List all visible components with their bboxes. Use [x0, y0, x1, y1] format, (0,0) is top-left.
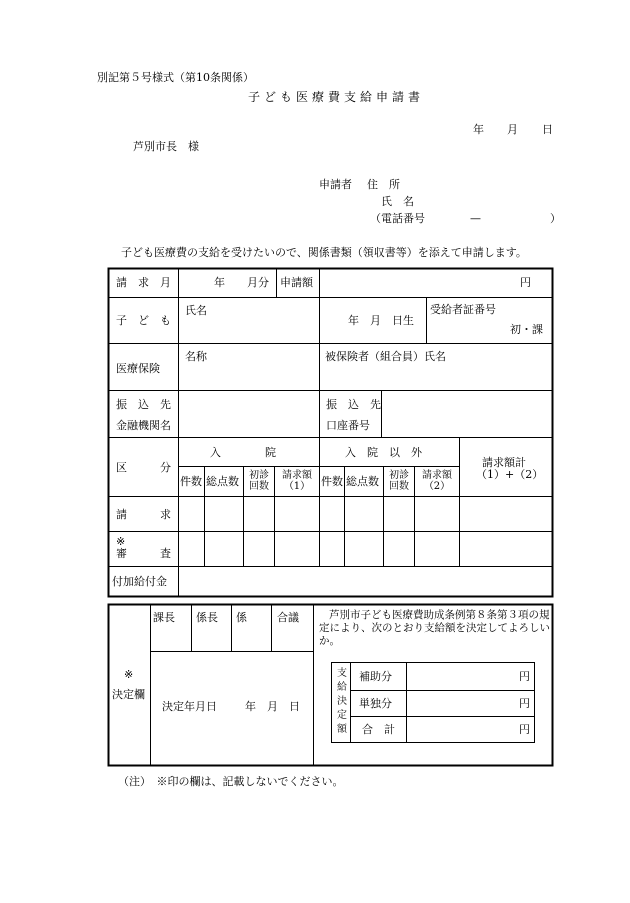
outpatient-header: 入 院 以 外	[345, 446, 422, 459]
claim-1-line1: 請求額	[282, 470, 312, 481]
date-month-label: 月	[507, 123, 518, 136]
outpatient-claim-header	[416, 470, 458, 492]
consultation-label: 合議	[277, 611, 299, 624]
decision-label: 決定欄	[112, 688, 145, 701]
inpatient-points-header: 総点数	[206, 475, 239, 488]
bank-label-line2: 金融機関名	[116, 419, 171, 432]
addressee: 芦別市長 様	[133, 140, 199, 153]
additional-benefit-label: 付加給付金	[112, 575, 167, 588]
child-label: 子 ど も	[116, 314, 171, 327]
outpatient-count-header: 件数	[321, 475, 343, 488]
footnote: （注） ※印の欄は、記載しないでください。	[118, 775, 344, 788]
claim-amount-label: 申請額	[280, 276, 313, 289]
form-title: 子ども医療費支給申請書	[248, 90, 425, 104]
account-label-line1: 振 込 先	[326, 398, 381, 411]
first-visit-line1: 初診	[389, 470, 409, 481]
address-label: 住 所	[367, 178, 400, 191]
outpatient-points-header: 総点数	[346, 475, 379, 488]
staff-label: 係	[236, 611, 247, 624]
claim-amount-yen: 円	[520, 276, 531, 289]
outpatient-first-visit-header	[386, 470, 412, 492]
decision-mark: ※	[124, 668, 134, 681]
payment-char-5: 額	[337, 724, 347, 735]
insured-person-label: 被保険者（組合員）氏名	[325, 350, 446, 363]
subsidy-yen: 円	[519, 670, 530, 683]
payment-decision-label	[335, 667, 349, 737]
subsidy-label: 補助分	[359, 670, 392, 683]
decision-date: 年 月 日	[245, 700, 300, 713]
account-label-line2: 口座番号	[326, 419, 370, 432]
date-day-label: 日	[542, 123, 553, 136]
inpatient-first-visit-header	[247, 470, 271, 492]
decision-statement: 芦別市子ども医療費助成条例第８条第３項の規定により、次のとおり支給額を決定してよろしいか。	[319, 609, 550, 647]
child-name-label: 氏名	[185, 304, 207, 317]
single-yen: 円	[519, 697, 530, 710]
review-row-label: 審 査	[116, 547, 171, 560]
form-number: 別記第５号様式（第10条関係）	[97, 71, 254, 84]
category-label: 区 分	[116, 461, 171, 474]
phone-close: ）	[550, 212, 561, 225]
payment-char-3: 決	[337, 696, 347, 707]
payment-char-2: 給	[337, 682, 347, 693]
phone-label: （電話番号	[370, 212, 425, 225]
section-chief-label: 課長	[153, 611, 175, 624]
claim-2-line1: 請求額	[422, 470, 452, 481]
claim-month-label: 請 求 月	[116, 276, 171, 289]
inpatient-claim-header	[277, 470, 317, 492]
inpatient-count-header: 件数	[180, 475, 202, 488]
insurance-label: 医療保険	[116, 362, 160, 375]
insurer-name-label: 名称	[185, 350, 207, 363]
inpatient-header: 入 院	[210, 446, 276, 459]
total-claim-label: 請求額計	[482, 456, 526, 469]
payment-char-4: 定	[337, 710, 347, 721]
intro-text: 子ども医療費の支給を受けたいので、関係書類（領収書等）を添えて申請します。	[121, 246, 527, 259]
birth-date-label: 年 月 日生	[348, 314, 414, 327]
recipient-number-label: 受給者証番号	[430, 303, 496, 316]
claim-2-line2: （2）	[423, 481, 451, 492]
total-label: 合 計	[362, 723, 395, 736]
first-visit-line1: 初診	[249, 470, 269, 481]
total-yen: 円	[519, 723, 530, 736]
claim-row-label: 請 求	[116, 508, 171, 521]
first-visit-line2: 回数	[249, 481, 269, 492]
first-section-label: 初・課	[510, 323, 543, 336]
first-visit-line2: 回数	[389, 481, 409, 492]
name-label: 氏 名	[381, 195, 414, 208]
claim-1-line2: （1）	[283, 481, 311, 492]
review-mark: ※	[116, 535, 126, 548]
claim-year-month: 年 月分	[214, 276, 269, 289]
payment-char-1: 支	[337, 668, 347, 679]
bank-label-line1: 振 込 先	[116, 398, 171, 411]
date-year-label: 年	[473, 123, 484, 136]
decision-date-label: 決定年月日	[162, 700, 217, 713]
single-label: 単独分	[359, 697, 392, 710]
total-claim-formula: （1）+（2）	[476, 468, 544, 481]
subsection-chief-label: 係長	[196, 611, 218, 624]
phone-dash: —	[470, 212, 481, 225]
applicant-label: 申請者	[319, 178, 352, 191]
